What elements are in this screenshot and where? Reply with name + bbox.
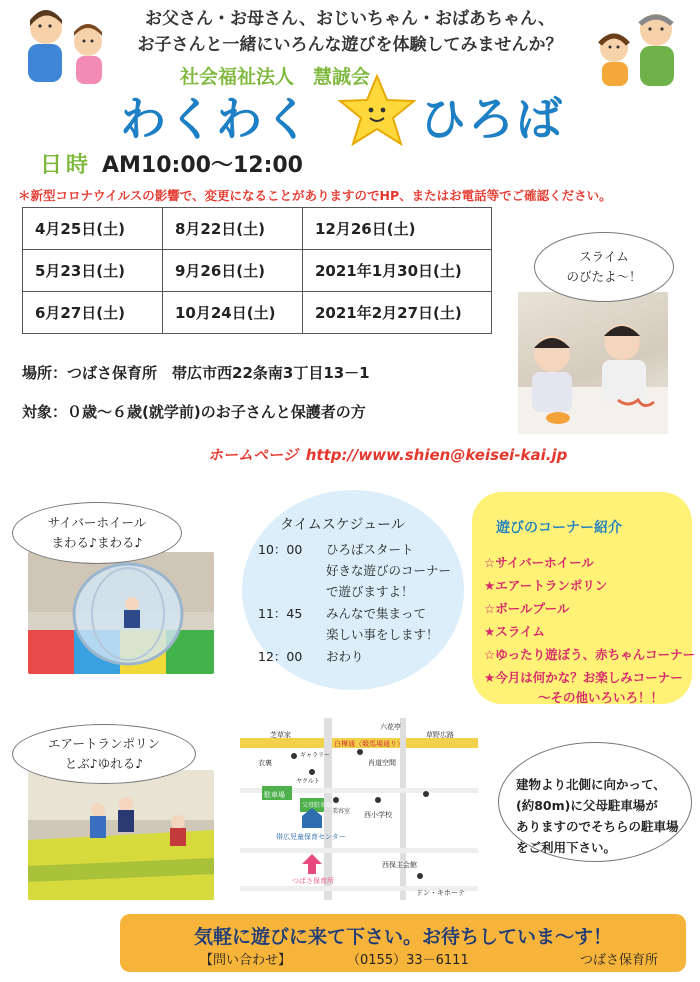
covid-notice: ＊新型コロナウイルスの影響で、変更になることがありますのでHP、またはお電話等でご確認ください。: [18, 188, 612, 203]
parking-note: [516, 774, 679, 858]
schedule-text: で遊びますよ！: [326, 584, 414, 599]
air-trampoline-speech-bubble: [12, 724, 196, 784]
date-cell: 5月23日(土): [23, 250, 163, 292]
homepage-url[interactable]: http://www.shien@keisei-kai.jp: [305, 446, 568, 464]
intro-line-2: お子さんと一緒にいろんな遊びを体験してみませんか？: [137, 35, 563, 55]
map-label: つばさ保育所: [292, 877, 334, 885]
map-label: 草野広路: [426, 731, 454, 739]
bubble-line: まわる♪まわる♪: [51, 535, 143, 550]
bubble-line: のびたよ～！: [566, 269, 642, 284]
bubble-line: エアートランポリン: [47, 736, 161, 751]
date-cell: 12月26日(土): [303, 208, 492, 250]
date-time-label: 日時: [40, 153, 93, 178]
organization-name: 社会福祉法人 慧誠会: [180, 66, 371, 88]
map-label: 六花亭: [380, 723, 401, 731]
map-label: ドン・キホーテ: [416, 889, 465, 897]
target-text: 対象：０歳～６歳(就学前)のお子さんと保護者の方: [22, 403, 366, 421]
title-waku-waku: わくわく: [120, 92, 312, 146]
map-label: 西小学校: [364, 811, 392, 819]
contact-phone[interactable]: （0155）33－6111: [347, 953, 469, 968]
map-label: 父母駐車場: [302, 802, 333, 809]
bubble-line: サイバーホイール: [47, 515, 147, 530]
date-cell: 2021年1月30日(土): [303, 250, 492, 292]
map-label: 駐車場: [264, 791, 285, 799]
schedule-time: 12：00: [258, 649, 303, 664]
family-illustration-left: [18, 6, 114, 88]
schedule-title: タイムスケジュール: [280, 517, 405, 533]
map-label: 衣裏: [258, 759, 272, 767]
corner-item: ☆ゆったり遊ぼう、赤ちゃんコーナー: [484, 647, 696, 662]
date-time-value: AM10:00～12:00: [102, 153, 303, 178]
corner-item: ★今月は何かな？お楽しみコーナー: [484, 670, 683, 685]
air-trampoline-photo: [28, 770, 214, 900]
map-label: 西保主会館: [382, 861, 417, 869]
map-label: 美容室: [332, 808, 351, 815]
bubble-line: スライム: [579, 249, 629, 264]
map-label: ギャラリー: [300, 752, 331, 759]
schedule-text: 好きな遊びのコーナー: [326, 563, 452, 578]
contact-label: 【問い合わせ】: [200, 953, 292, 968]
table-row: [23, 250, 492, 292]
parking-note-line: ありますのでそちらの駐車場: [516, 819, 679, 834]
title-hiroba: ひろば: [420, 92, 564, 146]
dates-table: [22, 207, 492, 334]
family-illustration-right: [590, 8, 690, 90]
date-cell: 2021年2月27日(土): [303, 292, 492, 334]
date-cell: 8月22日(土): [163, 208, 303, 250]
date-cell: 9月26日(土): [163, 250, 303, 292]
play-corners-title: 遊びのコーナー紹介: [496, 520, 622, 536]
bubble-line: とぶ♪ゆれる♪: [64, 756, 144, 771]
cyber-wheel-speech-bubble: [12, 502, 182, 564]
parking-note-line: をご利用下さい。: [516, 840, 617, 855]
cyber-wheel-photo: [28, 552, 214, 674]
date-time-line: [40, 148, 303, 179]
place-text: 場所：つばさ保育所 帯広市西22条南3丁目13－1: [22, 364, 370, 382]
air-trampoline-figures: [28, 770, 214, 900]
map-label: 帯広児童保育センター: [276, 833, 346, 841]
corner-item: ★エアートランポリン: [484, 578, 608, 593]
schedule-text: みんなで集まって: [326, 606, 427, 621]
footer-message: 気軽に遊びに来て下さい。お待ちしていま～す！: [193, 926, 612, 948]
contact-organization: つばさ保育所: [580, 953, 659, 968]
schedule-text: ひろばスタート: [326, 542, 414, 557]
slime-photo-figures: [518, 292, 668, 434]
table-row: [23, 292, 492, 334]
intro-line-1: お父さん・お母さん、おじいちゃん・おばあちゃん、: [144, 9, 556, 29]
map-label: 白樺通（競馬場通り）: [334, 740, 404, 748]
homepage-label: ホームページ: [208, 446, 298, 464]
date-cell: 4月25日(土): [23, 208, 163, 250]
date-cell: 6月27日(土): [23, 292, 163, 334]
star-mascot-icon: [338, 74, 416, 146]
cyber-wheel-figures: [28, 552, 214, 674]
access-map: [240, 718, 478, 900]
parking-note-line: 建物より北側に向かって、: [516, 777, 666, 792]
slime-photo: [518, 292, 668, 434]
map-label: 肖道空間: [368, 759, 396, 767]
map-label: ヤクルト: [296, 778, 320, 785]
schedule-time: 10：00: [258, 542, 303, 557]
map-label: 芝草家: [270, 731, 291, 739]
date-cell: 10月24日(土): [163, 292, 303, 334]
slime-speech-bubble: [534, 232, 674, 302]
table-row: [23, 208, 492, 250]
homepage-line: [208, 444, 567, 465]
schedule-text: おわり: [326, 649, 364, 664]
corner-item: ☆ボールプール: [484, 601, 570, 616]
parking-note-line: (約80m)に父母駐車場が: [516, 798, 658, 813]
corner-item: ☆サイバーホイール: [484, 555, 594, 570]
schedule-time: 11：45: [258, 606, 303, 621]
schedule-text: 楽しい事をします！: [326, 627, 439, 642]
corner-item: ～その他いろいろ！！: [538, 690, 664, 705]
corner-item: ★スライム: [484, 624, 545, 639]
